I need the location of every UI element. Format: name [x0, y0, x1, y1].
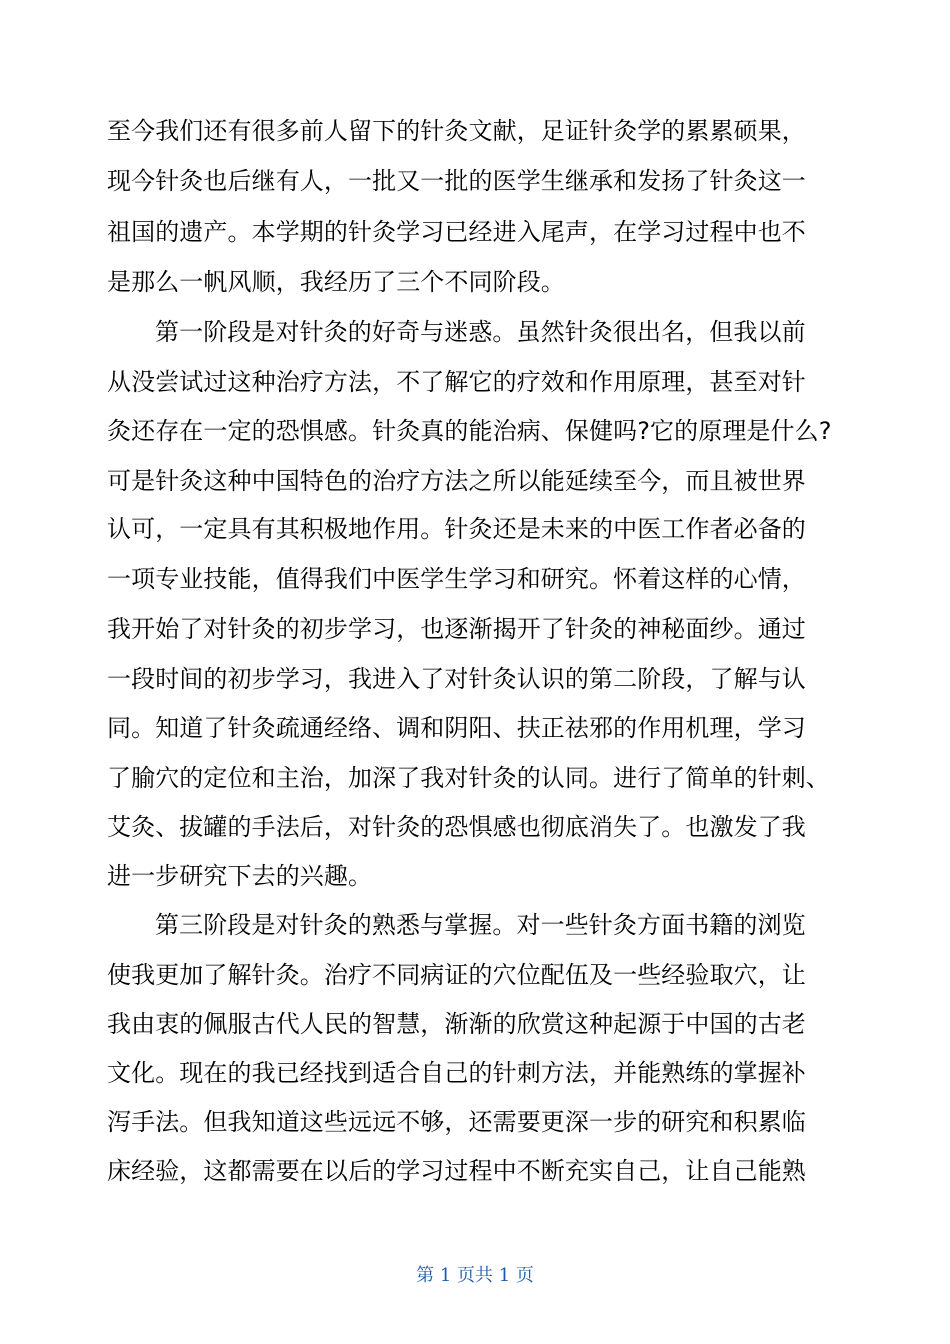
text-line: 可是针灸这种中国特色的治疗方法之所以能延续至今，而且被世界	[107, 467, 806, 495]
text-line: 了腧穴的定位和主治，加深了我对针灸的认同。进行了简单的针刺、	[107, 764, 830, 792]
text-line: 从没尝试过这种治疗方法，不了解它的疗效和作用原理，甚至对针	[107, 368, 806, 396]
text-line: 进一步研究下去的兴趣。	[107, 862, 373, 890]
text-line: 一项专业技能，值得我们中医学生学习和研究。怀着这样的心情，	[107, 565, 806, 593]
text-line: 祖国的遗产。本学期的针灸学习已经进入尾声，在学习过程中也不	[107, 218, 806, 246]
text-line: 第一阶段是对针灸的好奇与迷惑。虽然针灸很出名，但我以前	[155, 318, 806, 346]
text-line: 我由衷的佩服古代人民的智慧，渐渐的欣赏这种起源于中国的古老	[107, 1010, 806, 1038]
text-line: 一段时间的初步学习，我进入了对针灸认识的第二阶段，了解与认	[107, 665, 806, 693]
text-line: 至今我们还有很多前人留下的针灸文献，足证针灸学的累累硕果，	[107, 117, 806, 145]
text-line: 灸还存在一定的恐惧感。针灸真的能治病、保健吗?它的原理是什么?	[107, 417, 832, 445]
page-number-footer: 第 1 页共 1 页	[416, 1265, 534, 1286]
text-line: 床经验，这都需要在以后的学习过程中不断充实自己，让自己能熟	[107, 1157, 806, 1185]
text-line: 文化。现在的我已经找到适合自己的针刺方法，并能熟练的掌握补	[107, 1059, 806, 1087]
text-line: 第三阶段是对针灸的熟悉与掌握。对一些针灸方面书籍的浏览	[155, 911, 806, 939]
text-line: 使我更加了解针灸。治疗不同病证的穴位配伍及一些经验取穴，让	[107, 961, 806, 989]
text-line: 我开始了对针灸的初步学习，也逐渐揭开了针灸的神秘面纱。通过	[107, 615, 806, 643]
text-line: 泻手法。但我知道这些远远不够，还需要更深一步的研究和积累临	[107, 1108, 806, 1136]
text-line: 现今针灸也后继有人，一批又一批的医学生继承和发扬了针灸这一	[107, 167, 806, 195]
text-line: 艾灸、拔罐的手法后，对针灸的恐惧感也彻底消失了。也激发了我	[107, 813, 806, 841]
text-line: 是那么一帆风顺，我经历了三个不同阶段。	[107, 268, 565, 296]
text-line: 同。知道了针灸疏通经络、调和阴阳、扶正祛邪的作用机理，学习	[107, 714, 806, 742]
text-line: 认可，一定具有其积极地作用。针灸还是未来的中医工作者必备的	[107, 515, 806, 543]
